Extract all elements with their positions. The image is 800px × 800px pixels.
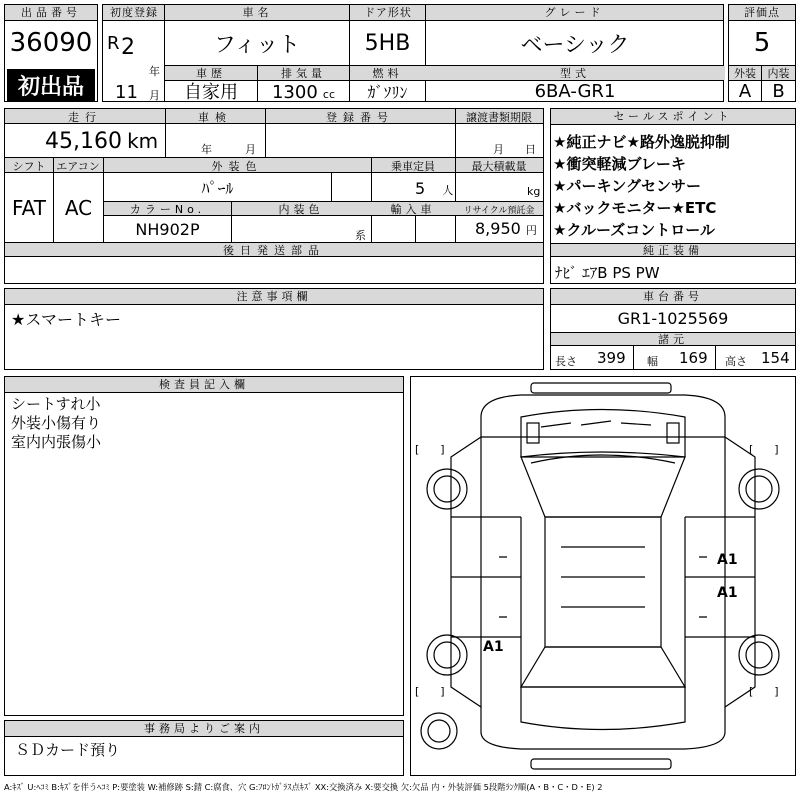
lot-box — [4, 4, 98, 102]
capacity: 5 — [415, 179, 426, 198]
capacity-label: 乗車定員 — [391, 159, 435, 173]
width-label: 幅 — [647, 355, 658, 368]
sales-point-item: ★純正ナビ★路外逸脱抑制 — [553, 133, 730, 151]
lot-number: 36090 — [9, 28, 93, 58]
sales-point-item: ★パーキングセンサー — [553, 177, 701, 195]
displacement-unit: cc — [322, 88, 335, 101]
inspector-note: 室内内張傷小 — [11, 433, 102, 451]
history: 自家用 — [184, 82, 238, 103]
grade: ベーシック — [520, 32, 630, 58]
color-no: NH902P — [135, 220, 200, 239]
length: 399 — [597, 349, 626, 367]
color-no-label: カラーNo. — [129, 203, 206, 216]
car-name: フィット — [213, 32, 301, 58]
door-label: ドア形状 — [350, 5, 426, 21]
year-unit: 年 — [149, 65, 160, 78]
sales-point-item: ★バックモニター★ETC — [553, 199, 717, 217]
shift-label: シフト — [12, 159, 46, 173]
month-unit: 月 — [149, 89, 160, 102]
mileage-unit: km — [127, 129, 159, 153]
chassis-number: GR1-1025569 — [617, 308, 729, 328]
caution-text: ★スマートキー — [11, 310, 122, 329]
fuel-label: 燃料 — [372, 67, 403, 80]
office-text: ＳＤカード預り — [15, 741, 121, 759]
dims-label: 諸元 — [658, 333, 688, 346]
inspector-label: 検査員記入欄 — [5, 377, 403, 393]
displacement: 1300 — [271, 82, 318, 103]
transfer-label: 譲渡書類期限 — [466, 110, 532, 124]
chassis-label: 車台番号 — [551, 289, 795, 305]
sales-point-item: ★衝突軽減ブレーキ — [553, 155, 686, 173]
history-label: 車歴 — [196, 67, 226, 80]
era: R — [107, 33, 120, 54]
transfer-day-unit: 日 — [525, 143, 536, 156]
shift: FAT — [11, 195, 46, 220]
sales-points-box — [550, 108, 796, 284]
score-label: 評価点 — [729, 5, 795, 21]
ext-color-label: 外装色 — [211, 159, 263, 173]
damage-mark: A1 — [717, 552, 738, 568]
reg-month: 11 — [115, 82, 138, 103]
exterior-label: 外装 — [729, 66, 761, 80]
displacement-label: 排気量 — [281, 67, 326, 80]
recycle-label: リサイクル預託金 — [463, 205, 535, 216]
fuel: ｶﾞｿﾘﾝ — [367, 82, 408, 102]
bracket-right-top: [ ] — [749, 443, 779, 456]
load-label: 最大積載量 — [471, 159, 527, 173]
height: 154 — [761, 349, 790, 367]
insp-month-unit: 月 — [245, 143, 256, 156]
bracket-left-top: [ ] — [415, 443, 445, 456]
inspection-label: 車検 — [198, 110, 232, 124]
damage-diagram — [410, 376, 796, 776]
first-listing-badge: 初出品 — [7, 69, 95, 101]
inspector-note: 外装小傷有り — [11, 414, 102, 432]
model: 6BA-GR1 — [534, 80, 616, 102]
reg-no-label: 登録番号 — [326, 110, 394, 124]
spec-table — [102, 4, 724, 102]
office-label: 事務局よりご案内 — [5, 721, 403, 737]
capacity-unit: 人 — [442, 184, 454, 197]
length-label: 長さ — [555, 355, 577, 368]
import-label: 輸入車 — [390, 203, 436, 216]
genuine-equipment: ﾅﾋﾞ ｴｱB PS PW — [555, 264, 660, 282]
genuine-label: 純正装備 — [643, 244, 703, 257]
height-label: 高さ — [725, 355, 747, 368]
car-outline — [411, 377, 795, 775]
exterior-grade: A — [738, 80, 752, 102]
reg-year: 2 — [121, 35, 135, 60]
office-box — [4, 720, 404, 776]
bracket-right-bottom: [ ] — [749, 685, 779, 698]
width: 169 — [679, 349, 708, 367]
inspector-note: シートすれ小 — [11, 395, 101, 413]
recycle-unit: 円 — [525, 224, 537, 237]
car-name-label: 車名 — [165, 5, 350, 21]
load-unit: kg — [527, 185, 541, 198]
grade-label: グレード — [426, 5, 723, 21]
detail-table — [4, 108, 544, 284]
ac: AC — [64, 195, 93, 220]
ac-label: エアコン — [56, 159, 100, 173]
later-parts-label: 後日発送部品 — [223, 244, 325, 257]
mileage: 45,160 — [45, 129, 122, 154]
interior-label: 内装 — [762, 66, 795, 80]
ext-color: ﾊﾟｰﾙ — [201, 178, 234, 198]
mileage-label: 走行 — [68, 110, 102, 124]
score: 5 — [753, 28, 771, 58]
lot-label: 出品番号 — [5, 5, 97, 21]
caution-label: 注意事項欄 — [5, 289, 543, 305]
sales-points-label: セールスポイント — [551, 109, 795, 125]
int-color-label: 内装色 — [278, 203, 324, 216]
inspector-box — [4, 376, 404, 716]
model-label: 型式 — [560, 67, 590, 80]
legend: A:ｷｽﾞ U:ﾍｺﾐ B:ｷｽﾞを伴うﾍｺﾐ P:要塗装 W:補修跡 S:錆 C:腐食、穴 G:ﾌﾛﾝﾄｶﾞﾗｽ点ｷｽﾞ XX:交換済み X:要交換 欠:欠品 内・外装評価 5段階ﾗﾝｸ順(A・B・C・D・E) 2 — [4, 782, 603, 792]
damage-mark: A1 — [717, 585, 738, 601]
score-box — [728, 4, 796, 102]
transfer-month-unit: 月 — [493, 143, 504, 156]
insp-year-unit: 年 — [201, 143, 212, 156]
sales-point-item: ★クルーズコントロール — [553, 221, 715, 239]
interior-grade: B — [772, 80, 785, 102]
int-color-unit: 系 — [355, 229, 366, 242]
chassis-box — [550, 288, 796, 370]
door-type: 5HB — [364, 30, 411, 56]
recycle: 8,950 — [475, 219, 521, 238]
damage-mark: A1 — [483, 639, 504, 655]
caution-box — [4, 288, 544, 370]
first-reg-label: 初度登録 — [103, 5, 165, 21]
bracket-left-bottom: [ ] — [415, 685, 445, 698]
